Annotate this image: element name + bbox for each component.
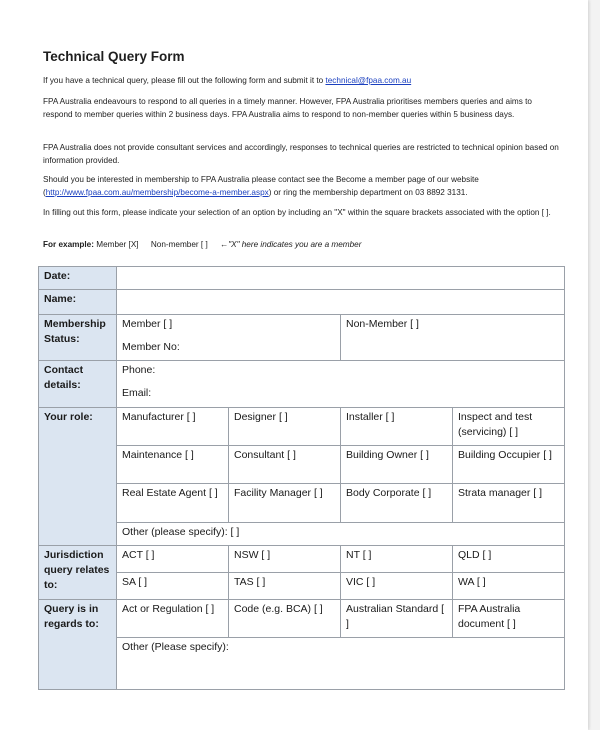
contact-label: Contact details: bbox=[39, 361, 117, 408]
query-row-other bbox=[39, 637, 565, 689]
jurisdiction-option[interactable]: SA [ ] bbox=[117, 572, 229, 599]
contact-cell[interactable] bbox=[117, 361, 565, 408]
membership-row bbox=[39, 315, 565, 361]
membership-label: Membership Status: bbox=[39, 315, 117, 361]
query-form-table bbox=[38, 266, 565, 690]
query-option[interactable]: Australian Standard [ ] bbox=[341, 599, 453, 637]
role-option[interactable]: Manufacturer [ ] bbox=[117, 408, 229, 446]
phone-field[interactable]: Phone: bbox=[122, 364, 156, 377]
jurisdiction-option[interactable]: NT [ ] bbox=[341, 545, 453, 572]
role-option[interactable]: Strata manager [ ] bbox=[453, 484, 565, 522]
jurisdiction-row-2 bbox=[39, 572, 565, 599]
member-no-field[interactable]: Member No: bbox=[122, 341, 180, 354]
membership-paragraph bbox=[43, 174, 563, 199]
jurisdiction-option[interactable]: WA [ ] bbox=[453, 572, 565, 599]
role-option[interactable]: Installer [ ] bbox=[341, 408, 453, 446]
role-option[interactable]: Consultant [ ] bbox=[229, 446, 341, 484]
role-label: Your role: bbox=[39, 408, 117, 545]
role-option[interactable]: Building Occupier [ ] bbox=[453, 446, 565, 484]
example-note: ←"X" here indicates you are a member bbox=[220, 240, 362, 249]
jurisdiction-label: Jurisdiction query relates to: bbox=[39, 545, 117, 599]
email-link[interactable]: technical@fpaa.com.au bbox=[325, 76, 412, 85]
jurisdiction-option[interactable]: TAS [ ] bbox=[229, 572, 341, 599]
membership-link[interactable]: http://www.fpaa.com.au/membership/become-a-member.aspx bbox=[45, 187, 269, 197]
jurisdiction-option[interactable]: ACT [ ] bbox=[117, 545, 229, 572]
name-field[interactable] bbox=[117, 290, 565, 315]
role-row-2 bbox=[39, 446, 565, 484]
role-option[interactable]: Designer [ ] bbox=[229, 408, 341, 446]
email-field[interactable]: Email: bbox=[122, 387, 152, 400]
intro-text: If you have a technical query, please fill out the following form and submit it to bbox=[43, 76, 326, 85]
query-option[interactable]: Act or Regulation [ ] bbox=[117, 599, 229, 637]
role-row-3 bbox=[39, 484, 565, 522]
contact-row bbox=[39, 361, 565, 408]
role-option[interactable]: Maintenance [ ] bbox=[117, 446, 229, 484]
date-row bbox=[39, 267, 565, 290]
query-label: Query is in regards to: bbox=[39, 599, 117, 689]
jurisdiction-option[interactable]: QLD [ ] bbox=[453, 545, 565, 572]
page-title: Technical Query Form bbox=[43, 49, 185, 64]
member-cell[interactable] bbox=[117, 315, 341, 361]
role-row-other bbox=[39, 522, 565, 545]
query-option[interactable]: FPA Australia document [ ] bbox=[453, 599, 565, 637]
date-field[interactable] bbox=[117, 267, 565, 290]
role-other-option[interactable]: Other (please specify): [ ] bbox=[117, 522, 565, 545]
query-other-field[interactable]: Other (Please specify): bbox=[117, 637, 565, 689]
jurisdiction-option[interactable]: VIC [ ] bbox=[341, 572, 453, 599]
nonmember-option[interactable]: Non-Member [ ] bbox=[341, 315, 565, 361]
example-member: Member [X] bbox=[96, 240, 139, 249]
intro-paragraph bbox=[43, 75, 563, 88]
example-nonmember: Non-member [ ] bbox=[150, 240, 208, 249]
name-label: Name: bbox=[39, 290, 117, 315]
instructions-paragraph: In filling out this form, please indicate your selection of an option by including an "X" within the square brackets associated with the option [ ]. bbox=[43, 208, 551, 217]
role-option[interactable]: Inspect and test (servicing) [ ] bbox=[453, 408, 565, 446]
jurisdiction-option[interactable]: NSW [ ] bbox=[229, 545, 341, 572]
query-row-1 bbox=[39, 599, 565, 637]
member-option[interactable]: Member [ ] bbox=[122, 318, 173, 331]
role-option[interactable]: Building Owner [ ] bbox=[341, 446, 453, 484]
jurisdiction-row-1 bbox=[39, 545, 565, 572]
name-row bbox=[39, 290, 565, 315]
role-option[interactable]: Real Estate Agent [ ] bbox=[117, 484, 229, 522]
membership-text-a: Should you be interested in membership to FPA Australia please contact see the Become a member page of our website ( bbox=[43, 175, 479, 197]
date-label: Date: bbox=[39, 267, 117, 290]
consultant-paragraph: FPA Australia does not provide consultant services and accordingly, responses to technical queries are restricted to technical opinion based on information provided. bbox=[43, 143, 559, 165]
response-time-paragraph: FPA Australia endeavours to respond to all queries in a timely manner. However, FPA Australia prioritises members queries and aims to respond to member queries within 2 business days. FPA Australia aims to respond to non-member queries within 5 business days. bbox=[43, 97, 532, 119]
membership-text-b: ) or ring the membership department on 03 8892 3131. bbox=[268, 187, 468, 197]
example-label: For example: bbox=[43, 240, 94, 249]
role-option[interactable]: Body Corporate [ ] bbox=[341, 484, 453, 522]
example-line bbox=[43, 239, 563, 252]
role-option[interactable]: Facility Manager [ ] bbox=[229, 484, 341, 522]
query-option[interactable]: Code (e.g. BCA) [ ] bbox=[229, 599, 341, 637]
role-row-1 bbox=[39, 408, 565, 446]
